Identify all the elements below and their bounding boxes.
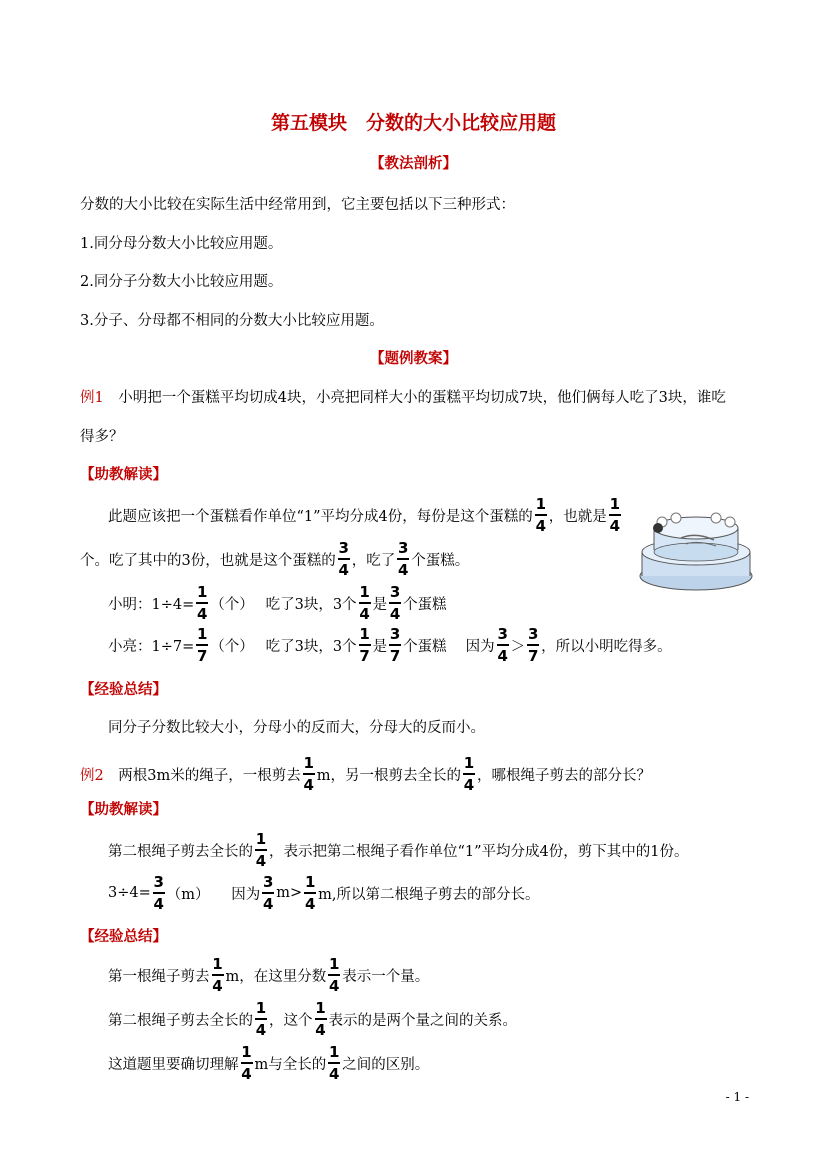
intro-item-3: 3.分子、分母都不相同的分数大小比较应用题。 xyxy=(80,313,384,329)
fraction-one-quarter: $\frac{1}{4}$ xyxy=(212,955,223,995)
section-heading-analysis: 【教法剖析】 xyxy=(370,156,457,172)
text-segment: 3÷4= xyxy=(108,885,151,901)
example-2-para-1 xyxy=(108,831,689,869)
fraction-one-quarter: $\frac{1}{4}$ xyxy=(255,830,267,870)
example-2-question xyxy=(80,755,651,793)
example-2-summary-1 xyxy=(108,956,429,994)
example-1-label: 例1 xyxy=(80,390,104,406)
fraction-one-quarter: $\frac{1}{4}$ xyxy=(241,1043,252,1083)
example-1-help-heading: 【助教解读】 xyxy=(80,467,167,483)
fraction-one-quarter: $\frac{1}{4}$ xyxy=(197,583,208,623)
example-1-para-2 xyxy=(80,540,469,578)
fraction-one-seventh: $\frac{1}{7}$ xyxy=(359,625,370,665)
example-2-help-heading: 【助教解读】 xyxy=(80,802,167,818)
fraction-three-sevenths: $\frac{3}{7}$ xyxy=(389,625,401,665)
text-segment: 小亮：1÷7= xyxy=(108,638,195,655)
text-segment: 第二根绳子剪去全长的 xyxy=(108,1012,253,1029)
text-segment: ，所以小明吃得多。 xyxy=(541,638,672,655)
text-segment: m与全长的 xyxy=(254,1056,327,1073)
text-segment: m> xyxy=(276,885,303,901)
example-1-question xyxy=(80,386,726,407)
section-heading-examples: 【题例教案】 xyxy=(370,351,457,367)
text-segment: 两根3m米的绳子，一根剪去 xyxy=(103,767,301,784)
fraction-one-quarter: $\frac{1}{4}$ xyxy=(609,495,620,535)
text-segment: 表示的是两个量之间的关系。 xyxy=(328,1012,517,1029)
example-2-para-2 xyxy=(108,874,540,912)
fraction-one-quarter: $\frac{1}{4}$ xyxy=(329,1043,340,1083)
fraction-three-sevenths: $\frac{3}{7}$ xyxy=(527,625,539,665)
text-segment: 个蛋糕。 xyxy=(411,552,470,569)
example-1-summary-heading: 【经验总结】 xyxy=(80,682,167,698)
text-segment: 之间的区别。 xyxy=(342,1056,430,1073)
example-1-xiaoming-line xyxy=(108,584,447,622)
text-segment: ，哪根绳子剪去的部分长？ xyxy=(476,767,651,784)
fraction-three-quarters: $\frac{3}{4}$ xyxy=(153,873,164,913)
intro-item-1: 1.同分母分数大小比较应用题。 xyxy=(80,236,283,252)
birthday-cake-illustration xyxy=(636,498,756,593)
fraction-one-seventh: $\frac{1}{7}$ xyxy=(197,625,208,665)
fraction-one-quarter: $\frac{1}{4}$ xyxy=(315,999,326,1039)
text-segment: 这道题里要确切理解 xyxy=(108,1056,239,1073)
intro-item-2: 2.同分子分数大小比较应用题。 xyxy=(80,274,283,290)
fraction-one-quarter: $\frac{1}{4}$ xyxy=(463,754,475,794)
example-2-label: 例2 xyxy=(80,767,104,784)
text-segment: ，表示把第二根绳子看作单位“1”平均分成4份，剪下其中的1份。 xyxy=(269,843,689,860)
text-segment: m，在这里分数 xyxy=(225,968,327,985)
fraction-three-quarters: $\frac{3}{4}$ xyxy=(389,583,401,623)
text-segment: （个） 吃了3块，3个 xyxy=(210,596,357,613)
text-segment: 此题应该把一个蛋糕看作单位“1”平均分成4份，每份是这个蛋糕的 xyxy=(108,508,533,525)
page-number: - 1 - xyxy=(725,1090,749,1104)
example-2-summary-heading: 【经验总结】 xyxy=(80,929,167,945)
fraction-one-quarter: $\frac{1}{4}$ xyxy=(535,495,546,535)
text-segment: ，这个 xyxy=(269,1012,313,1029)
example-1-text: 小明把一个蛋糕平均切成4块，小亮把同样大小的蛋糕平均切成7块，他们俩每人吃了3块，谁吃 xyxy=(103,390,726,406)
intro-lead: 分数的大小比较在实际生活中经常用到，它主要包括以下三种形式： xyxy=(80,197,515,213)
text-segment: 第二根绳子剪去全长的 xyxy=(108,843,253,860)
fraction-three-quarters: $\frac{3}{4}$ xyxy=(338,539,349,579)
page-title: 第五模块 分数的大小比较应用题 xyxy=(270,112,556,134)
fraction-one-quarter: $\frac{1}{4}$ xyxy=(329,955,340,995)
text-segment: 第一根绳子剪去 xyxy=(108,968,210,985)
text-segment: m,所以第二根绳子剪去的部分长。 xyxy=(318,886,540,903)
text-segment: 是 xyxy=(372,596,388,613)
fraction-one-quarter: $\frac{1}{4}$ xyxy=(255,999,267,1039)
fraction-one-quarter: $\frac{1}{4}$ xyxy=(359,583,370,623)
text-segment: 是 xyxy=(372,638,388,655)
text-segment: （m） 因为 xyxy=(166,886,261,903)
example-1-summary-text: 同分子分数比较大小，分母小的反而大，分母大的反而小。 xyxy=(108,720,485,736)
text-segment: ，吃了 xyxy=(351,552,396,569)
fraction-three-quarters: $\frac{3}{4}$ xyxy=(263,873,274,913)
fraction-three-quarters: $\frac{3}{4}$ xyxy=(398,539,409,579)
text-segment: m，另一根剪去全长的 xyxy=(316,767,461,784)
fraction-three-quarters: $\frac{3}{4}$ xyxy=(497,625,508,665)
text-segment: （个） 吃了3块，3个 xyxy=(210,638,357,655)
text-segment: ＞ xyxy=(510,638,526,655)
text-segment: 个蛋糕 xyxy=(403,596,447,613)
example-1-question-cont: 得多？ xyxy=(80,429,124,445)
example-1-para-1 xyxy=(108,496,623,534)
fraction-one-quarter: $\frac{1}{4}$ xyxy=(303,754,314,794)
text-segment: 个。吃了其中的3份，也就是这个蛋糕的 xyxy=(80,552,336,569)
example-2-summary-3 xyxy=(108,1044,429,1082)
fraction-one-quarter: $\frac{1}{4}$ xyxy=(304,873,316,913)
text-segment: ，也就是 xyxy=(548,508,607,525)
example-1-xiaoliang-line xyxy=(108,626,672,664)
text-segment: 表示一个量。 xyxy=(342,968,430,985)
example-2-summary-2 xyxy=(108,1000,517,1038)
text-segment: 个蛋糕 因为 xyxy=(403,638,495,655)
text-segment: 小明：1÷4= xyxy=(108,596,195,613)
